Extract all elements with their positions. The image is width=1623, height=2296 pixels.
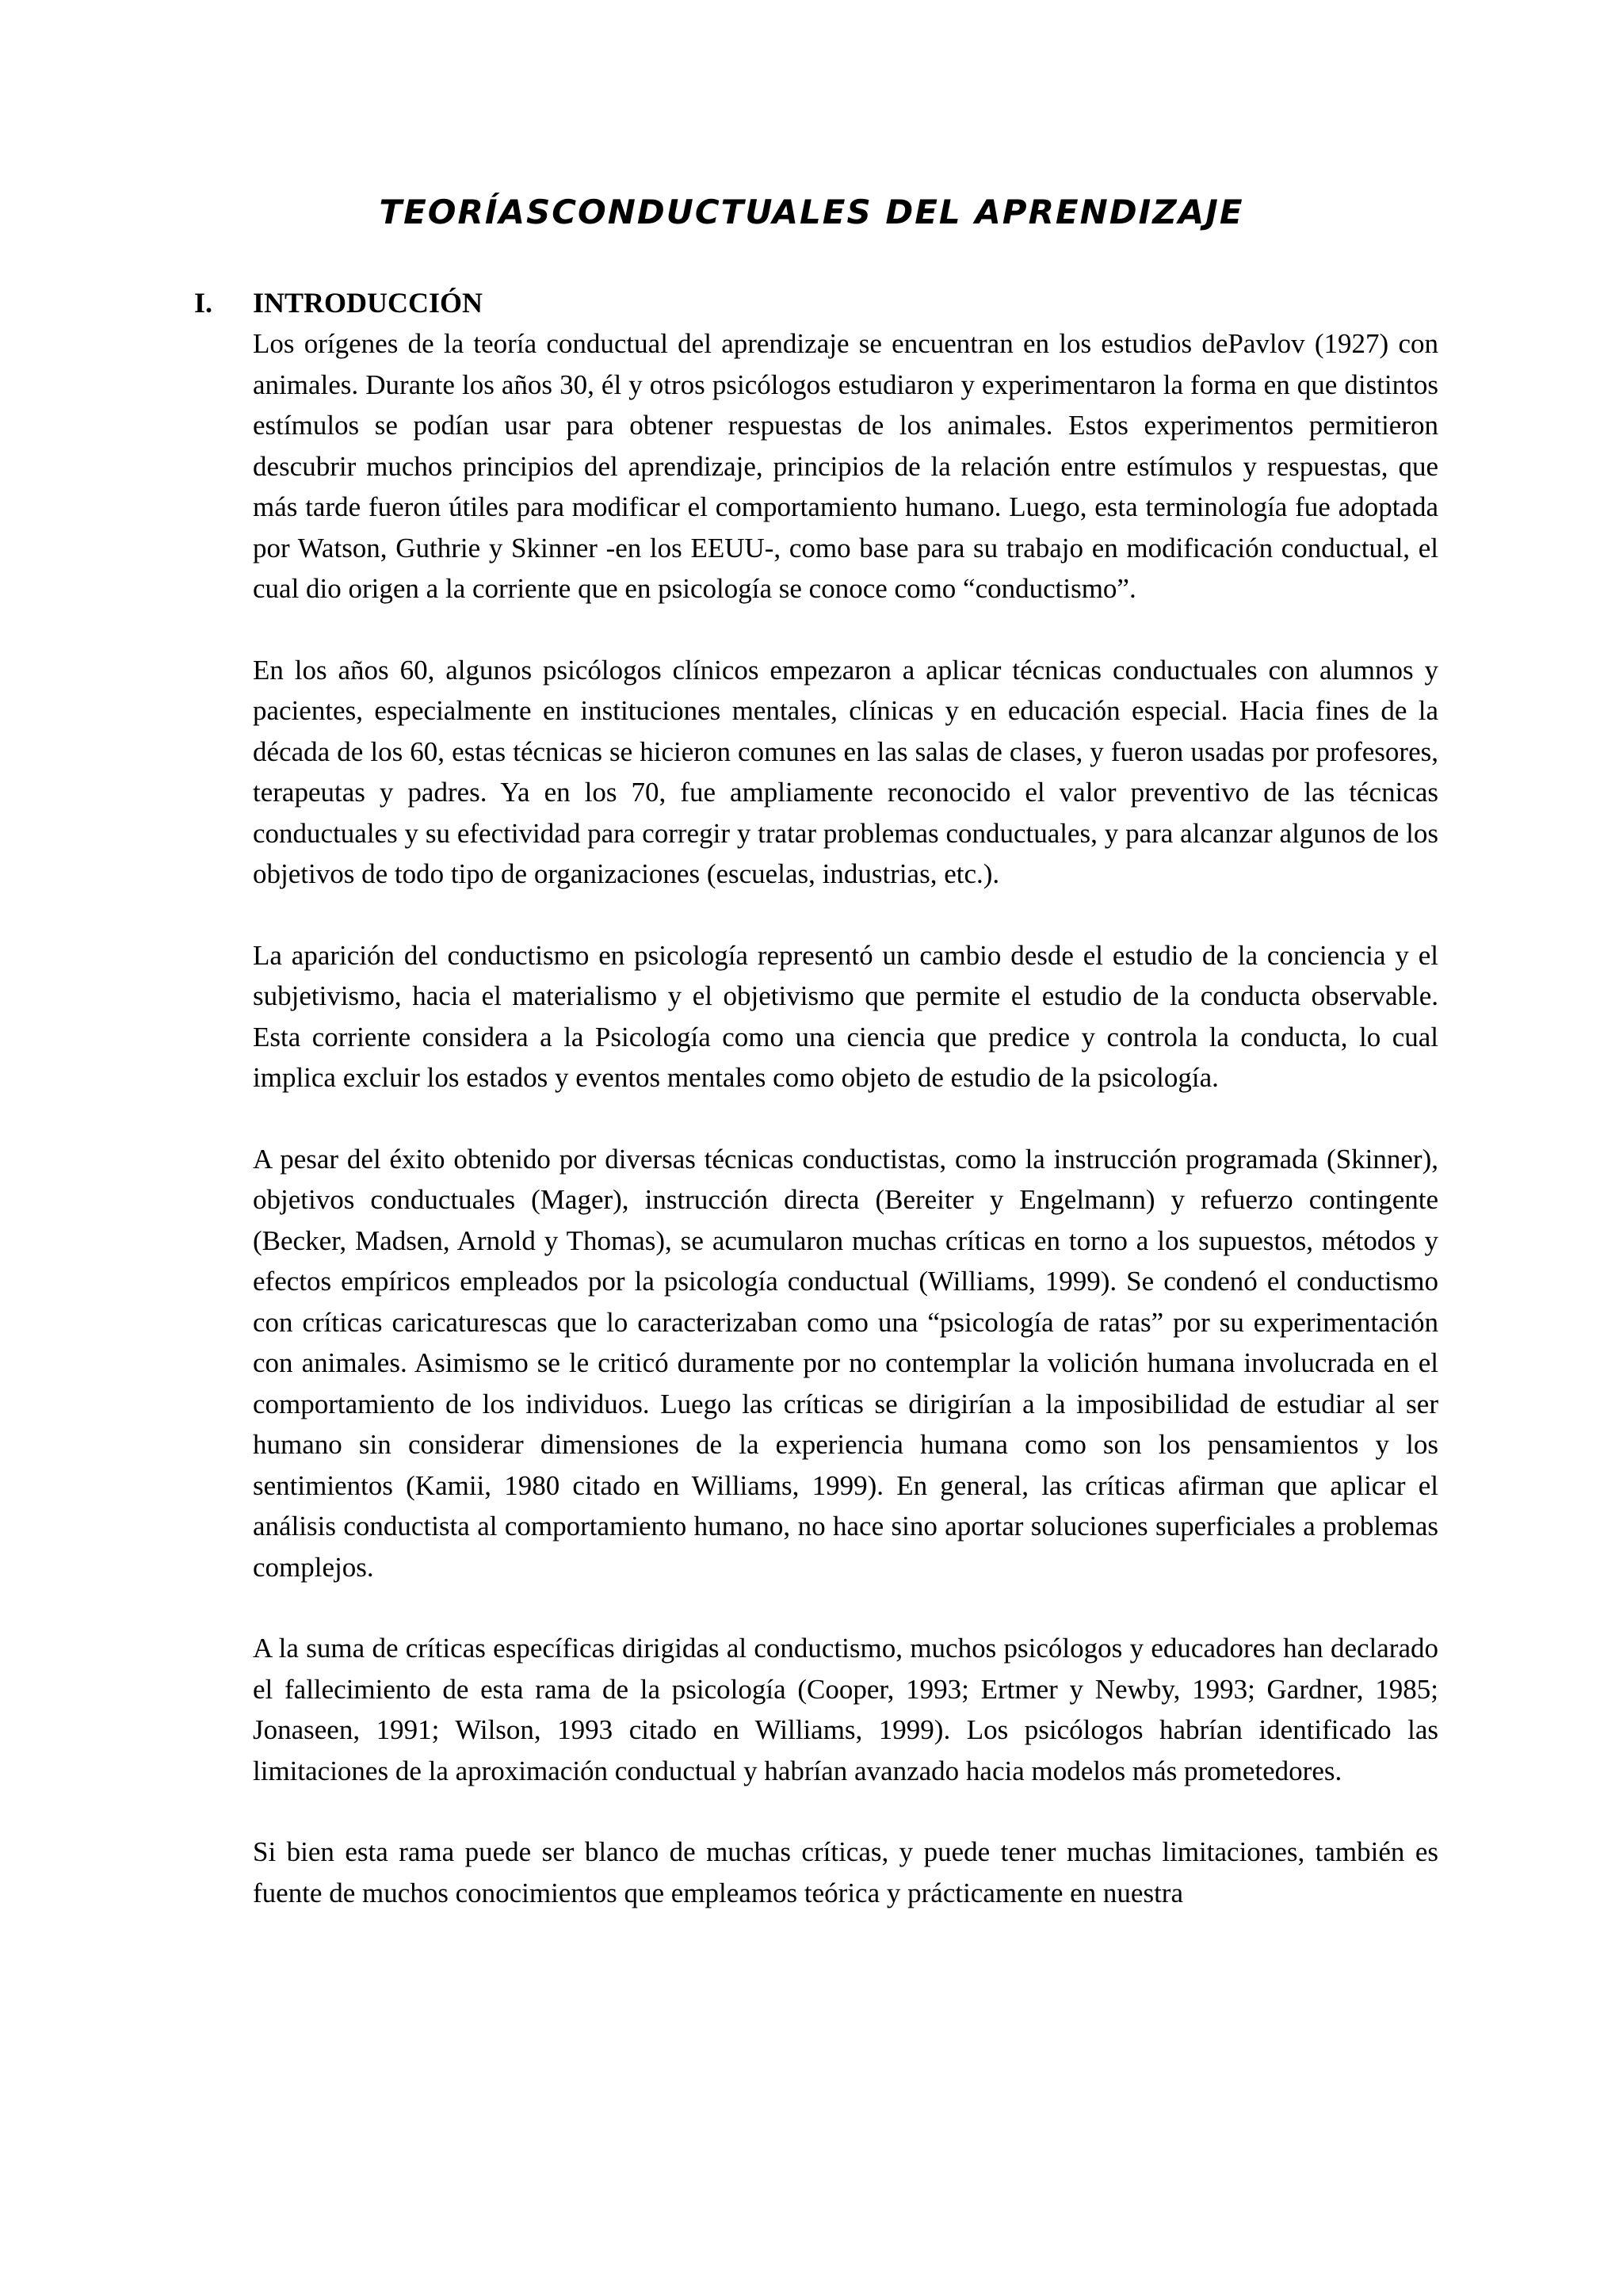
section-heading bbox=[194, 282, 1438, 323]
paragraph-5: A la suma de críticas específicas dirigidas al conductismo, muchos psicólogos y educadores han declarado el fallecimiento de esta rama de la psicología (Cooper, 1993; Ertmer y Newby, 1993; Gardner, 1985; Jonaseen, 1991; Wilson, 1993 citado en Williams, 1999). Los psicólogos habrían identificado las limitaciones de la aproximación conductual y habrían avanzado hacia modelos más prometedores. bbox=[253, 1633, 1438, 1786]
paragraph-2: En los años 60, algunos psicólogos clínicos empezaron a aplicar técnicas conductuales con alumnos y pacientes, especialmente en instituciones mentales, clínicas y en educación especial. Hacia fines de la década de los 60, estas técnicas se hicieron comunes en las salas de clases, y fueron usadas por profesores, terapeutas y padres. Ya en los 70, fue ampliamente reconocido el valor preventivo de las técnicas conductuales y su efectividad para corregir y tratar problemas conductuales, y para alcanzar algunos de los objetivos de todo tipo de organizaciones (escuelas, industrias, etc.). bbox=[253, 654, 1438, 889]
section-body bbox=[253, 323, 1438, 1913]
section-introduccion bbox=[194, 282, 1438, 1954]
section-title: INTRODUCCIÓN bbox=[253, 287, 483, 319]
paragraph-1: Los orígenes de la teoría conductual del aprendizaje se encuentran en los estudios dePavlov (1927) con animales. Durante los años 30, él y otros psicólogos estudiaron y experimentaron la forma en que distintos estímulos se podían usar para obtener respuestas de los animales. Estos experimentos permitieron descubrir muchos principios del aprendizaje, principios de la relación entre estímulos y respuestas, que más tarde fueron útiles para modificar el comportamiento humano. Luego, esta terminología fue adoptada por Watson, Guthrie y Skinner -en los EEUU-, como base para su trabajo en modificación conductual, el cual dio origen a la corriente que en psicología se conoce como “conductismo”. bbox=[253, 328, 1438, 604]
paragraph-6: Si bien esta rama puede ser blanco de muchas críticas, y puede tener muchas limitaciones, también es fuente de muchos conocimientos que empleamos teórica y prácticamente en nuestra bbox=[253, 1836, 1438, 1908]
paragraph-3: La aparición del conductismo en psicología representó un cambio desde el estudio de la conciencia y el subjetivismo, hacia el materialismo y el objetivismo que permite el estudio de la conducta observable. Esta corriente considera a la Psicología como una ciencia que predice y controla la conducta, lo cual implica excluir los estados y eventos mentales como objeto de estudio de la psicología. bbox=[253, 939, 1438, 1093]
paragraph-4: A pesar del éxito obtenido por diversas técnicas conductistas, como la instrucción programada (Skinner), objetivos conductuales (Mager), instrucción directa (Bereiter y Engelmann) y refuerzo contingente (Becker, Madsen, Arnold y Thomas), se acumularon muchas críticas en torno a los supuestos, métodos y efectos empíricos empleados por la psicología conductual (Williams, 1999). Se condenó el conductismo con críticas caricaturescas que lo caracterizaban como una “psicología de ratas” por su experimentación con animales. Asimismo se le criticó duramente por no contemplar la volición humana involucrada en el comportamiento de los individuos. Luego las críticas se dirigirían a la imposibilidad de estudiar al ser humano sin considerar dimensiones de la experiencia humana como son los pensamientos y los sentimientos (Kamii, 1980 citado en Williams, 1999). En general, las críticas afirman que aplicar el análisis conductista al comportamiento humano, no hace sino aportar soluciones superficiales a problemas complejos. bbox=[253, 1143, 1438, 1583]
section-number: I. bbox=[194, 287, 213, 319]
document-title: TEORÍASCONDUCTUALES DEL APRENDIZAJE bbox=[379, 193, 1244, 231]
